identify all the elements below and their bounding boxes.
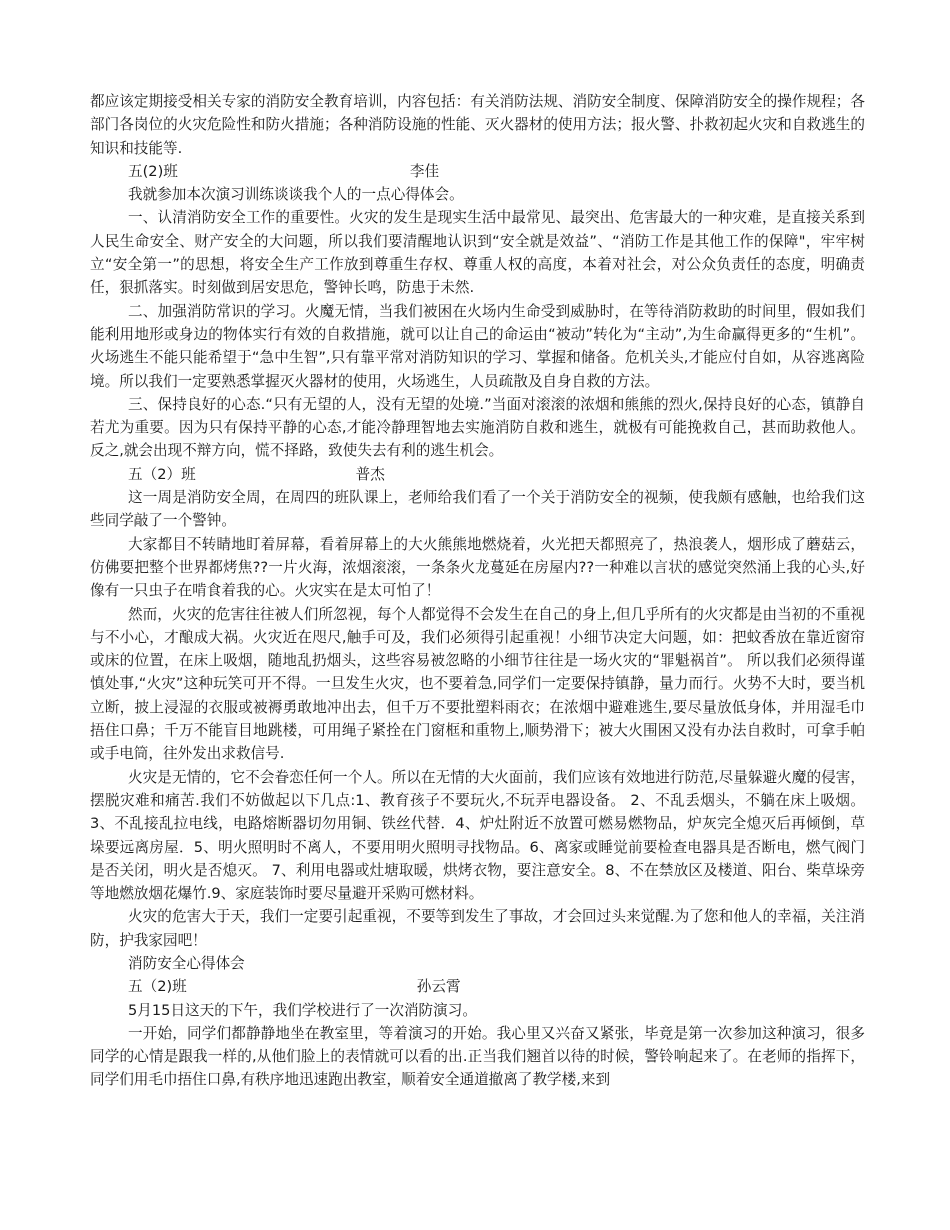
author-name: 李佳 <box>409 162 440 180</box>
paragraph: 大家都目不转睛地盯着屏幕，看着屏幕上的大火熊熊地燃烧着，火光把天都照亮了，热浪袭人，烟形成了蘑菇云，仿佛要把整个世界都烤焦??一片火海，浓烟滚滚，一条条火龙蔓延在房屋内??一种难以言状的感觉突然涌上我的心头,好像有一只虫子在啃食着我的心。火灾实在是太可怕了！ <box>90 535 865 600</box>
document-body <box>90 90 865 1092</box>
paragraph: 三、保持良好的心态.“只有无望的人，没有无望的处境.”当面对滚滚的浓烟和熊熊的烈火,保持良好的心态，镇静自若尤为重要。因为只有保持平静的心态,才能冷静理智地去实施消防自救和逃生，就极有可能挽救自己，甚而助救他人。反之,就会出现不辩方向，慌不择路，致使失去有利的逃生机会。 <box>90 395 865 460</box>
paragraph: 我就参加本次演习训练谈谈我个人的一点心得体会。 <box>128 186 464 204</box>
paragraph: 二、加强消防常识的学习。火魔无情，当我们被困在火场内生命受到威胁时，在等待消防救助的时间里，假如我们能利用地形或身边的物体实行有效的自救措施，就可以让自己的命运由“被动”转化为“主动”,为生命赢得更多的“生机”。火场逃生不能只能希望于“急中生智”,只有靠平常对消防知识的学习、掌握和储备。危机关头,才能应付自如，从容逃离险境。所以我们一定要熟悉掌握灭火器材的使用，火场逃生，人员疏散及自身自救的方法。 <box>90 302 865 390</box>
paragraph: 一、认清消防安全工作的重要性。火灾的发生是现实生活中最常见、最突出、危害最大的一种灾难，是直接关系到人民生命安全、财产安全的大问题，所以我们要清醒地认识到“安全就是效益”、“消防工作是其他工作的保障"，牢牢树立“安全第一”的思想，将安全生产工作放到尊重生存权、尊重人权的高度，本着对社会，对公众负责任的态度，明确责任，狠抓落实。时刻做到居安思危，警钟长鸣，防患于未然. <box>90 209 865 297</box>
paragraph: 然而，火灾的危害往往被人们所忽视，每个人都觉得不会发生在自己的身上,但几乎所有的火灾都是由当初的不重视与不小心，才酿成大祸。火灾近在咫尺,触手可及，我们必须得引起重视！小细节决定大问题，如：把蚊香放在靠近窗帘或床的位置，在床上吸烟，随地乱扔烟头，这些容易被忽略的小细节往往是一场火灾的“罪魁祸首”。 所以我们必须得谨慎处事,“火灾”这种玩笑可开不得。一旦发生火灾，也不要着急,同学们一定要保持镇静，量力而行。火势不大时，要当机立断，披上浸湿的衣服或被褥勇敢地冲出去，但千万不要批塑料雨衣；在浓烟中避难逃生,要尽量放低身体，并用湿毛巾捂住口鼻；千万不能盲目地跳楼，可用绳子紧拴在门窗框和重物上,顺势滑下；被大火围困又没有办法自救时，可拿手帕或手电筒，往外发出求救信号. <box>90 605 865 763</box>
section-title: 消防安全心得体会 <box>128 954 245 972</box>
author-name: 孙云霄 <box>416 978 461 996</box>
author-line <box>90 463 865 486</box>
paragraph: 火灾是无情的，它不会眷恋任何一个人。所以在无情的大火面前，我们应该有效地进行防范,尽量躲避火魔的侵害，摆脱灾难和痛苦.我们不妨做起以下几点:1、教育孩子不要玩火,不玩弄电器设备。 2、不乱丢烟头，不躺在床上吸烟。 3、不乱接乱拉电线，电路熔断器切勿用铜、铁丝代替．4、炉灶附近不放置可燃易燃物品，炉灰完全熄灭后再倾倒，草垛要远离房屋．5、明火照明时不离人，不要用明火照明寻找物品。6、离家或睡觉前要检查电器具是否断电，燃气阀门是否关闭，明火是否熄灭。 7、利用电器或灶塘取暖，烘烤衣物，要注意安全。8、不在禁放区及楼道、阳台、柴草垛旁等地燃放烟花爆竹.9、家庭装饰时要尽量避开采购可燃材料。 <box>90 768 865 903</box>
author-name: 普杰 <box>355 465 385 483</box>
author-line <box>90 975 865 998</box>
paragraph: 火灾的危害大于天，我们一定要引起重视，不要等到发生了事故，才会回过头来觉醒.为了您和他人的幸福，关注消防，护我家园吧！ <box>90 908 865 949</box>
paragraph: 一开始，同学们都静静地坐在教室里，等着演习的开始。我心里又兴奋又紧张，毕竟是第一次参加这种演习，很多同学的心情是跟我一样的,从他们脸上的表情就可以看的出.正当我们翘首以待的时候，警铃响起来了。在老师的指挥下，同学们用毛巾捂住口鼻,有秩序地迅速跑出教室，顺着安全通道撤离了教学楼,来到 <box>90 1024 865 1089</box>
author-line <box>90 160 865 183</box>
class-label: 五（2)班 <box>128 978 187 996</box>
class-label: 五（2）班 <box>128 465 196 483</box>
paragraph-intro: 都应该定期接受相关专家的消防安全教育培训，内容包括：有关消防法规、消防安全制度、保障消防安全的操作规程；各部门各岗位的火灾危险性和防火措施；各种消防设施的性能、灭火器材的使用方法；报火警、扑救初起火灾和自救逃生的知识和技能等. <box>90 93 865 157</box>
class-label: 五(2)班 <box>128 162 178 180</box>
paragraph: 5月15日这天的下午，我们学校进行了一次消防演习。 <box>128 1001 477 1019</box>
paragraph: 这一周是消防安全周，在周四的班队课上，老师给我们看了一个关于消防安全的视频，使我颇有感触，也给我们这些同学敲了一个警钟。 <box>90 489 865 530</box>
